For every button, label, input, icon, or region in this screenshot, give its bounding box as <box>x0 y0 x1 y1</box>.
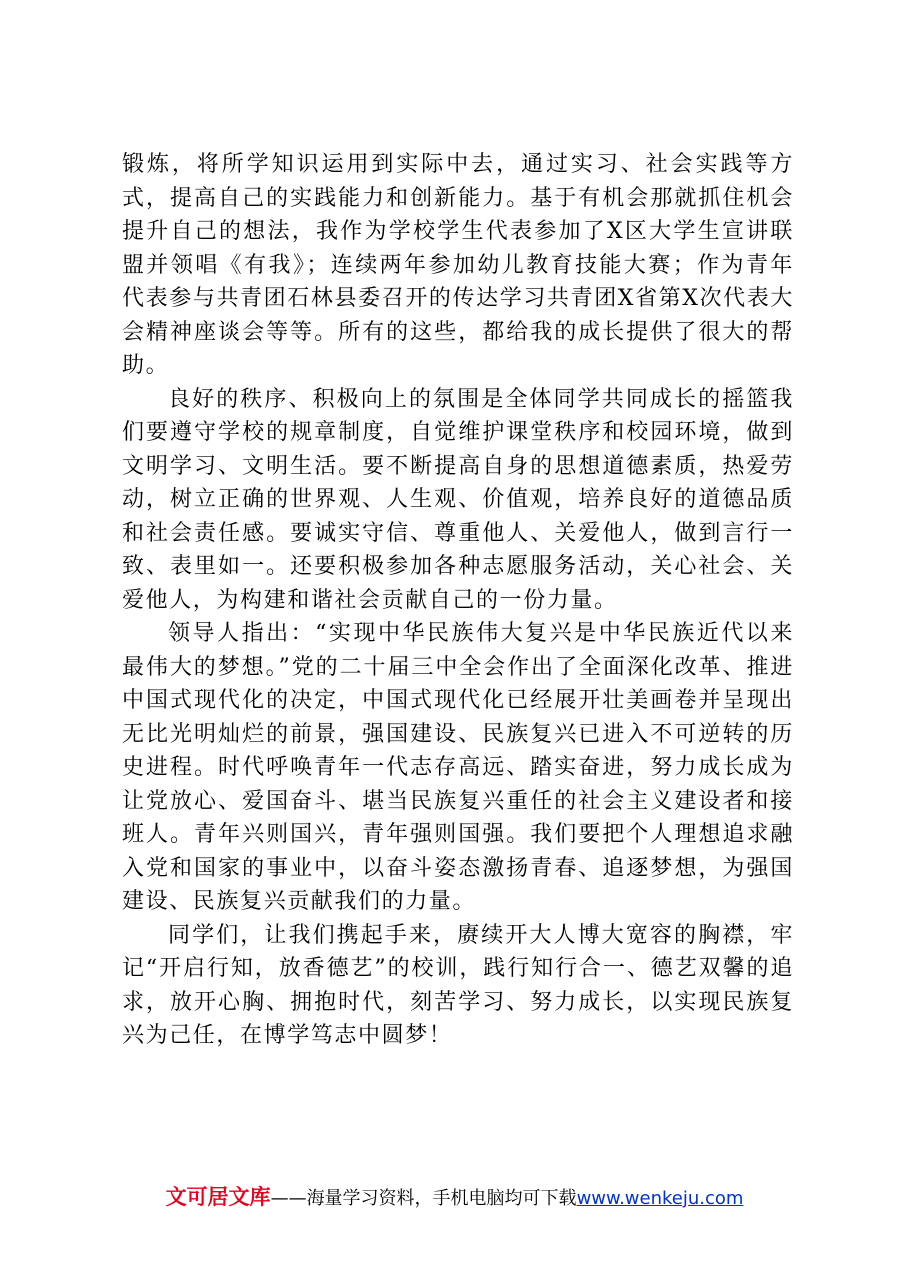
paragraph-4: 同学们，让我们携起手来，赓续开大人博大宽容的胸襟，牢记“开启行知，放香德艺”的校训，践行知行合一、德艺双馨的追求，放开心胸、拥抱时代，刻苦学习、努力成长，以实现民族复兴为己任，在博学笃志中圆梦！ <box>122 922 794 1048</box>
brand-name: 文可居文库 <box>165 1185 271 1209</box>
footer-slogan: ——海量学习资料，手机电脑均可下载 <box>270 1188 577 1209</box>
site-link[interactable]: www.wenkeju.com <box>576 1188 744 1209</box>
paragraph-1: 锻炼，将所学知识运用到实际中去，通过实习、社会实践等方式，提高自己的实践能力和创新能力。基于有机会那就抓住机会提升自己的想法，我作为学校学生代表参加了X区大学生宣讲联盟并领唱《有我》；连续两年参加幼儿教育技能大赛；作为青年代表参与共青团石林县委召开的传达学习共青团X省第X次代表大会精神座谈会等等。所有的这些，都给我的成长提供了很大的帮助。 <box>122 152 794 378</box>
footer-banner <box>0 1181 909 1211</box>
paragraph-3: 领导人指出：“实现中华民族伟大复兴是中华民族近代以来最伟大的梦想。”党的二十届三中全会作出了全面深化改革、推进中国式现代化的决定，中国式现代化已经展开壮美画卷并呈现出无比光明灿烂的前景，强国建设、民族复兴已进入不可逆转的历史进程。时代呼唤青年一代志存高远、踏实奋进，努力成长成为让党放心、爱国奋斗、堪当民族复兴重任的社会主义建设者和接班人。青年兴则国兴，青年强则国强。我们要把个人理想追求融入党和国家的事业中，以奋斗姿态激扬青春、追逐梦想，为强国建设、民族复兴贡献我们的力量。 <box>122 621 794 914</box>
paragraph-2: 良好的秩序、积极向上的氛围是全体同学共同成长的摇篮我们要遵守学校的规章制度，自觉维护课堂秩序和校园环境，做到文明学习、文明生活。要不断提高自身的思想道德素质，热爱劳动，树立正确的世界观、人生观、价值观，培养良好的道德品质和社会责任感。要诚实守信、尊重他人、关爱他人，做到言行一致、表里如一。还要积极参加各种志愿服务活动，关心社会、关爱他人，为构建和谐社会贡献自己的一份力量。 <box>122 386 794 613</box>
document-body <box>122 148 794 1053</box>
